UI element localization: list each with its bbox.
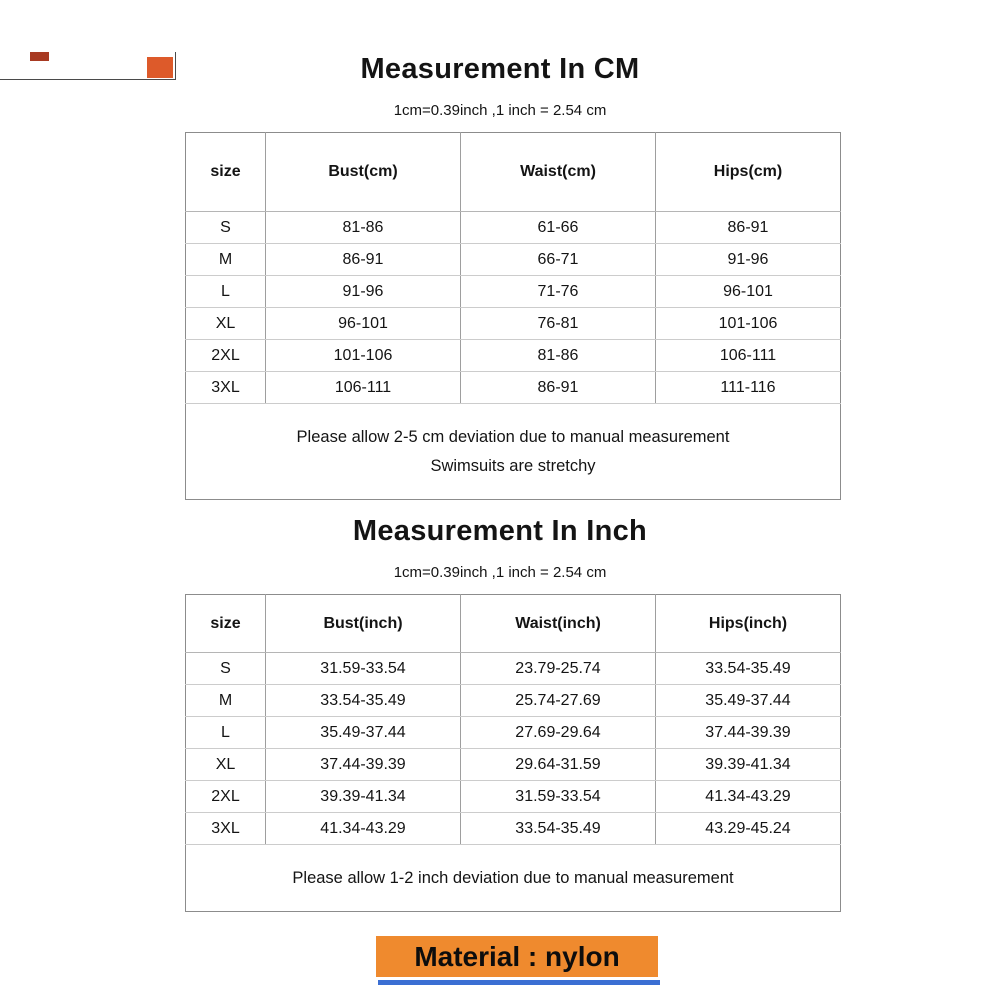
material-highlight <box>376 936 658 977</box>
material-underline-bar <box>378 980 660 985</box>
hips-cell: 35.49-37.44 <box>656 685 841 717</box>
crop-border-horizontal <box>0 79 176 80</box>
hips-cell: 91-96 <box>656 244 841 276</box>
waist-cell: 81-86 <box>461 340 656 372</box>
hips-cell: 86-91 <box>656 212 841 244</box>
cropped-fragment-orange <box>147 57 173 78</box>
inch-size-table <box>185 594 841 912</box>
bust-cell: 31.59-33.54 <box>266 653 461 685</box>
material-label: Material : nylon <box>414 940 620 972</box>
crop-border-vertical <box>175 52 176 80</box>
size-cell: XL <box>186 308 266 340</box>
table-row <box>186 244 841 276</box>
bust-cell: 35.49-37.44 <box>266 717 461 749</box>
table-row <box>186 813 841 845</box>
inch-section-title: Measurement In Inch <box>352 515 648 547</box>
size-cell: M <box>186 685 266 717</box>
table-row <box>186 685 841 717</box>
cm-size-table <box>185 132 841 500</box>
bust-cell: 39.39-41.34 <box>266 781 461 813</box>
deviation-note: Please allow 2-5 cm deviation due to manual measurement <box>296 428 730 446</box>
hips-cell: 111-116 <box>656 372 841 404</box>
bust-cell: 37.44-39.39 <box>266 749 461 781</box>
hips-cell: 43.29-45.24 <box>656 813 841 845</box>
inch-header-row <box>186 595 841 653</box>
size-cell: 3XL <box>186 813 266 845</box>
cm-header-hips: Hips(cm) <box>656 133 841 212</box>
table-row <box>186 717 841 749</box>
hips-cell: 33.54-35.49 <box>656 653 841 685</box>
stretchy-note: Swimsuits are stretchy <box>430 457 596 475</box>
cm-conversion-note: 1cm=0.39inch ,1 inch = 2.54 cm <box>393 102 607 119</box>
bust-cell: 33.54-35.49 <box>266 685 461 717</box>
bust-cell: 81-86 <box>266 212 461 244</box>
waist-cell: 31.59-33.54 <box>461 781 656 813</box>
table-row <box>186 653 841 685</box>
size-cell: 2XL <box>186 340 266 372</box>
waist-cell: 86-91 <box>461 372 656 404</box>
waist-cell: 23.79-25.74 <box>461 653 656 685</box>
cm-header-size: size <box>186 133 266 212</box>
waist-cell: 33.54-35.49 <box>461 813 656 845</box>
table-row <box>186 276 841 308</box>
notes-row <box>186 404 841 500</box>
table-row <box>186 372 841 404</box>
bust-cell: 91-96 <box>266 276 461 308</box>
waist-cell: 76-81 <box>461 308 656 340</box>
hips-cell: 39.39-41.34 <box>656 749 841 781</box>
waist-cell: 27.69-29.64 <box>461 717 656 749</box>
size-cell: XL <box>186 749 266 781</box>
waist-cell: 61-66 <box>461 212 656 244</box>
table-row <box>186 308 841 340</box>
table-row <box>186 781 841 813</box>
table-row <box>186 749 841 781</box>
size-cell: 2XL <box>186 781 266 813</box>
waist-cell: 25.74-27.69 <box>461 685 656 717</box>
hips-cell: 96-101 <box>656 276 841 308</box>
bust-cell: 101-106 <box>266 340 461 372</box>
size-cell: L <box>186 276 266 308</box>
cm-section-title: Measurement In CM <box>360 53 640 85</box>
hips-cell: 41.34-43.29 <box>656 781 841 813</box>
bust-cell: 106-111 <box>266 372 461 404</box>
inch-header-size: size <box>186 595 266 653</box>
waist-cell: 71-76 <box>461 276 656 308</box>
cm-header-row <box>186 133 841 212</box>
cm-table-notes <box>186 404 841 500</box>
waist-cell: 29.64-31.59 <box>461 749 656 781</box>
notes-row <box>186 845 841 912</box>
cropped-fragment-dark-red <box>30 52 49 61</box>
inch-conversion-note: 1cm=0.39inch ,1 inch = 2.54 cm <box>393 564 607 581</box>
size-cell: S <box>186 212 266 244</box>
inch-table-notes <box>186 845 841 912</box>
bust-cell: 96-101 <box>266 308 461 340</box>
bust-cell: 86-91 <box>266 244 461 276</box>
size-cell: M <box>186 244 266 276</box>
size-cell: 3XL <box>186 372 266 404</box>
size-chart-page <box>0 52 1000 1000</box>
hips-cell: 37.44-39.39 <box>656 717 841 749</box>
deviation-note: Please allow 1-2 inch deviation due to manual measurement <box>292 869 734 887</box>
hips-cell: 101-106 <box>656 308 841 340</box>
cm-header-bust: Bust(cm) <box>266 133 461 212</box>
table-row <box>186 212 841 244</box>
hips-cell: 106-111 <box>656 340 841 372</box>
cm-header-waist: Waist(cm) <box>461 133 656 212</box>
bust-cell: 41.34-43.29 <box>266 813 461 845</box>
table-row <box>186 340 841 372</box>
inch-header-waist: Waist(inch) <box>461 595 656 653</box>
size-cell: L <box>186 717 266 749</box>
size-cell: S <box>186 653 266 685</box>
waist-cell: 66-71 <box>461 244 656 276</box>
inch-header-bust: Bust(inch) <box>266 595 461 653</box>
inch-header-hips: Hips(inch) <box>656 595 841 653</box>
